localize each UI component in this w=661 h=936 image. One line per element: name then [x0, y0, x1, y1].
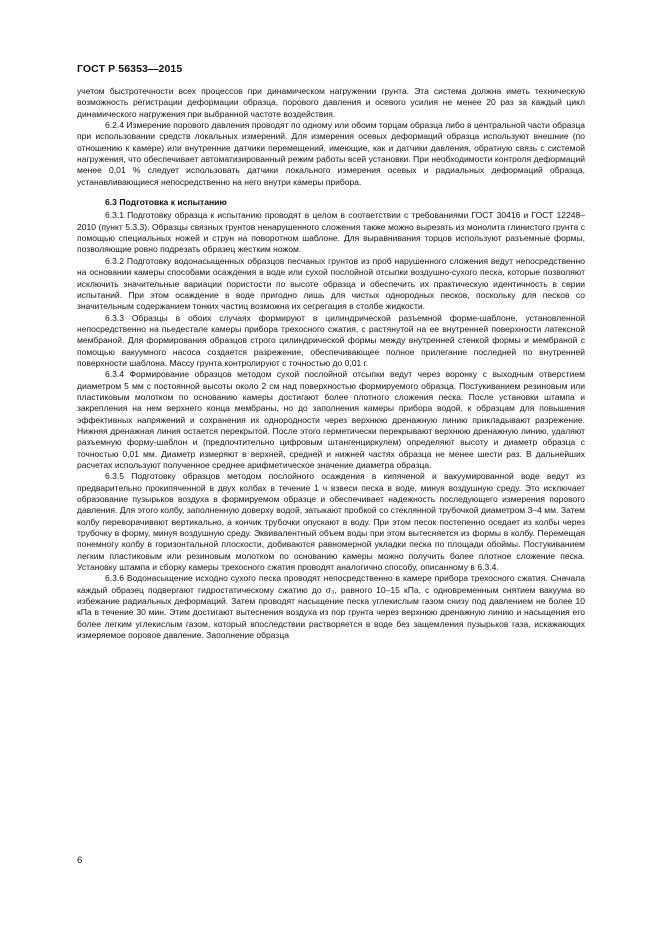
section-heading-6-3: 6.3 Подготовка к испытанию [105, 197, 227, 208]
paragraph-6-2-3-continuation: учетом быстротечности всех процессов при динамическом нагружении грунта. Эта система должна иметь техническую возможность регистрации деформации образца, порового давления и осевого усилия не менее 20 раз за каждый цикл динамического нагружения при выбранной частоте воздействия. [77, 86, 585, 119]
paragraph-6-3-3: 6.3.3 Образцы в обоих случаях формируют в цилиндрической разъемной форме-шаблоне, установленной непосредственно на пьедестале камеры прибора трехосного сжатия, с растянутой на ее внутренней поверхности латексной мембраной. Для формирования образцов строго цилиндрической формы между внутренней стенкой формы и мембраной с помощью вакуумного насоса создается разрежение, обеспечивающее полное прилегание последней по внутренней поверхности шаблона. Массу грунта контролируют с точностью до 0,01 г. [77, 312, 585, 368]
page-number: 6 [77, 855, 83, 866]
document-header: ГОСТ Р 56353—2015 [77, 63, 183, 75]
document-body [77, 86, 585, 642]
paragraph-6-3-4: 6.3.4 Формирование образцов методом сухой послойной отсыпки ведут через воронку с выходным отверстием диаметром 5 мм с постоянной высоты около 2 см над поверхностью формируемого образца. Постукиванием резиновым или пластиковым молотком по основанию камеры достигают более плотного сложения песка. После установки штампа и закрепления на нем верхнего конца мембраны, но до заполнения камеры прибора водой, к образцам для повышения эффективных напряжений и сохранения их однородности через верхнюю дренажную линию прикладывают разрежение. Нижняя дренажная линия остается перекрытой. После этого герметически перекрывают верхнюю дренажную линию, удаляют разъемную форму-шаблон и (предпочтительно цифровым штангенциркулем) определяют высоту и диаметр образца с точностью 0,01 мм. Диаметр измеряют в верхней, средней и нижней частях образца не менее шести раз. В дальнейших расчетах используют полученное среднее арифметическое значение диаметра образца. [77, 369, 585, 470]
paragraph-6-3-2: 6.3.2 Подготовку водонасыщенных образцов песчаных грунтов из проб нарушенного сложения ведут непосредственно на основании камеры способами осаждения в воде или сухой послойной отсыпки воздушно-сухого песка, которые позволяют исключить значительные вариации пористости по высоте образца и обеспечить их практическую идентичность в серии испытаний. При этом осаждение в воде пригодно лишь для чистых однородных песков, поскольку для песков со значительным содержанием тонких частиц возможна их сегрегация в столбе жидкости. [77, 255, 585, 312]
paragraph-6-3-6: 6.3.6 Водонасыщение исходно сухого песка проводят непосредственно в камере прибора трехосного сжатия. Сначала каждый образец подвергают гидростатическому сжатию до σ₃, равного 10–15 кПа, с одновременным снятием вакуума во избежание радиальных деформаций. Затем проводят насыщение песка углекислым газом снизу под давлением не более 10 кПа в течение 30 мин. Этим достигают вытеснения воздуха из пор грунта через верхнюю дренажную линию и насыщения его более легким углекислым газом, который впоследствии растворяется в воде без защемления пузырьков газа, искажающих измеряемое поровое давление. Заполнение образца [77, 573, 585, 641]
paragraph-6-3-1: 6.3.1 Подготовку образца к испытанию проводят в целом в соответствии с требованиями ГОСТ 30416 и ГОСТ 12248–2010 (пункт 5.3.3). Образцы связных грунтов ненарушенного сложения также можно вырезать из монолита глинистого грунта с помощью специальных ножей и струн на поворотном шаблоне. Для выравнивания торцов используют разъемные формы, позволяющие ровно подрезать образец жестким ножом. [77, 210, 585, 255]
paragraph-6-3-5: 6.3.5 Подготовку образцов методом послойного осаждения в кипяченой и вакуумированной воде ведут из предварительно прокипяченной в двух колбах в течение 1 ч взвеси песка в воде, минуя воздушную среду. Это исключает образование пузырьков воздуха в формируемом образце и обеспечивает надежность последующего измерения порового давления. Для этого колбу, заполненную доверху водой, затыкают пробкой со стеклянной трубочкой диаметром 3–4 мм. Затем колбу переворачивают вертикально, а кончик трубочки опускают в воду. При этом песок постепенно оседает из колбы через трубочку в форму, минуя воздушную среду. Эквивалентный объем воды при этом вытесняется из формы в колбу. Перемещая понемногу колбу в горизонтальной плоскости, добиваются равномерной укладки песка по площади обоймы. Постукиванием легким пластиковым или резиновым молотком по основанию камеры можно получить более плотное сложение песка. Установку штампа и сборку камеры трехосного сжатия проводят аналогично способу, описанному в 6.3.4. [77, 471, 585, 573]
paragraph-6-2-4: 6.2.4 Измерение порового давления проводят по одному или обоим торцам образца либо в центральной части образца при использовании средств локальных измерений. Для измерения осевых деформаций образца используют внешние (по отношению к камере) или внутренние датчики перемещений, имеющие, как и датчики давления, обратную связь с системой нагружения, что обеспечивает автоматизированный режим работы всей установки. При необходимости контроля деформаций менее 0,01 % следует использовать датчики локального измерения осевых и радиальных деформаций образца, устанавливающиеся непосредственно на него внутри камеры прибора. [77, 120, 585, 187]
